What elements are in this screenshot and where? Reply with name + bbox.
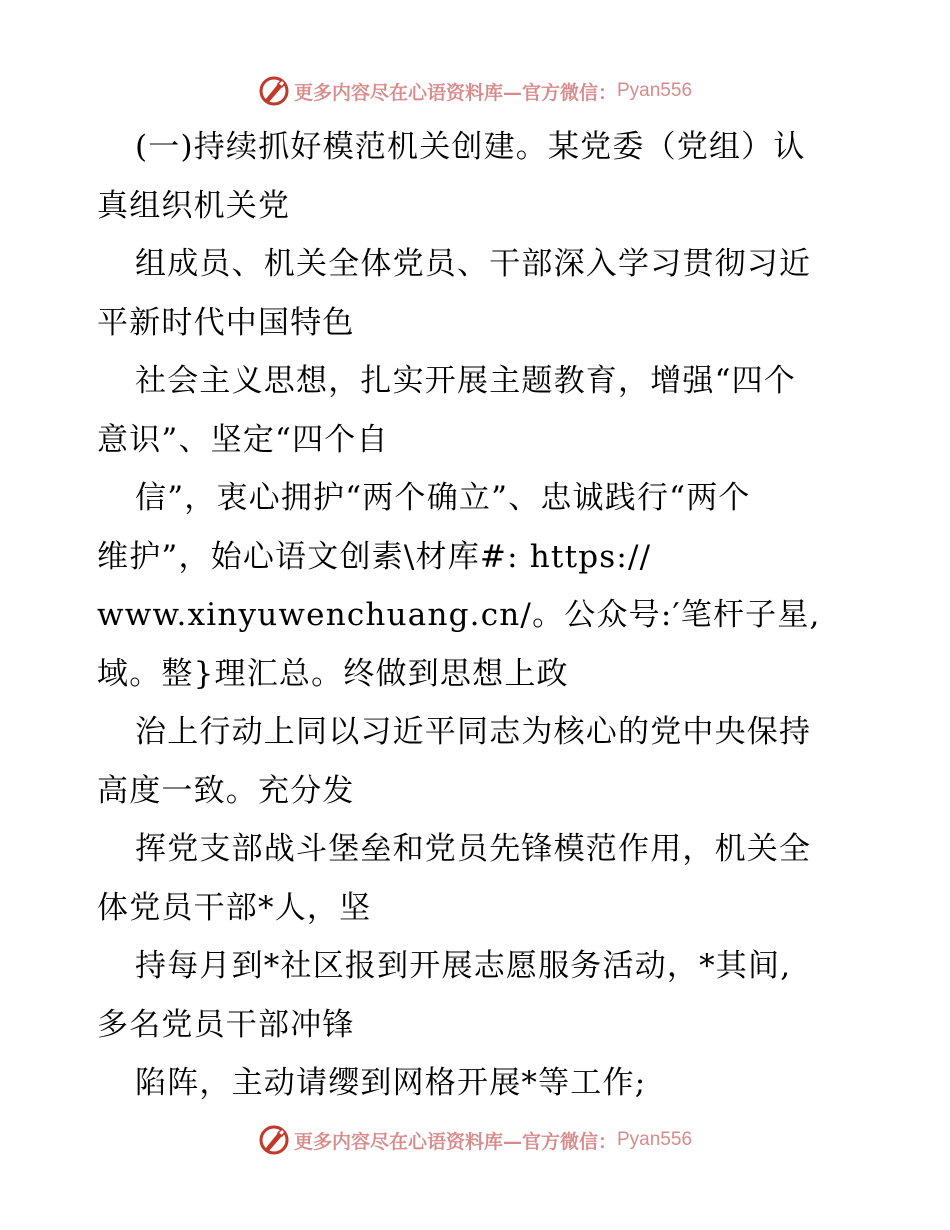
paragraph-line: 体党员干部*人，坚 bbox=[97, 889, 372, 926]
paragraph-line: 持每月到*社区报到开展志愿服务活动，*其间, bbox=[135, 948, 792, 984]
banner-text: 更多内容尽在心语资料库—官方微信： bbox=[293, 81, 617, 104]
paragraph-line: 维护”，始心语文创素\材库#: https:// bbox=[97, 538, 652, 575]
paragraph-line: 信”，衷心拥护“两个确立”、忠诚践行“两个 bbox=[135, 480, 751, 516]
paragraph-line: 陷阵，主动请缨到网格开展*等工作; bbox=[135, 1065, 647, 1101]
paragraph-line: 治上行动上同以习近平同志为核心的党中央保持 bbox=[135, 714, 812, 750]
document-body bbox=[97, 118, 857, 1113]
paragraph-line: 域。整}理汇总。终做到思想上政 bbox=[97, 655, 569, 692]
banner-contact: Pyan556 bbox=[617, 80, 693, 101]
paragraph-line: (一)持续抓好模范机关创建。某党委（党组）认 bbox=[135, 129, 806, 165]
banner-text: 更多内容尽在心语资料库—官方微信： bbox=[293, 1130, 617, 1153]
footer-watermark-banner bbox=[0, 1120, 950, 1160]
paragraph-line: 真组织机关党 bbox=[97, 187, 291, 224]
paragraph-line: 意识”、坚定“四个自 bbox=[97, 421, 389, 458]
paragraph-line: 挥党支部战斗堡垒和党员先锋模范作用，机关全 bbox=[135, 831, 812, 867]
paragraph-line: 组成员、机关全体党员、干部深入学习贯彻习近 bbox=[135, 246, 812, 282]
paragraph-line: 高度一致。充分发 bbox=[97, 772, 355, 809]
banner-contact: Pyan556 bbox=[617, 1129, 693, 1150]
pen-logo-icon bbox=[258, 1124, 290, 1156]
pen-logo-icon bbox=[258, 75, 290, 107]
paragraph-line: www.xinyuwenchuang.cn/。公众号:′笔杆子星, bbox=[97, 597, 821, 633]
header-watermark-banner bbox=[0, 71, 950, 111]
paragraph-line: 社会主义思想，扎实开展主题教育，增强“四个 bbox=[135, 363, 797, 399]
paragraph-line: 多名党员干部冲锋 bbox=[97, 1006, 355, 1043]
paragraph-line: 平新时代中国特色 bbox=[97, 304, 355, 341]
